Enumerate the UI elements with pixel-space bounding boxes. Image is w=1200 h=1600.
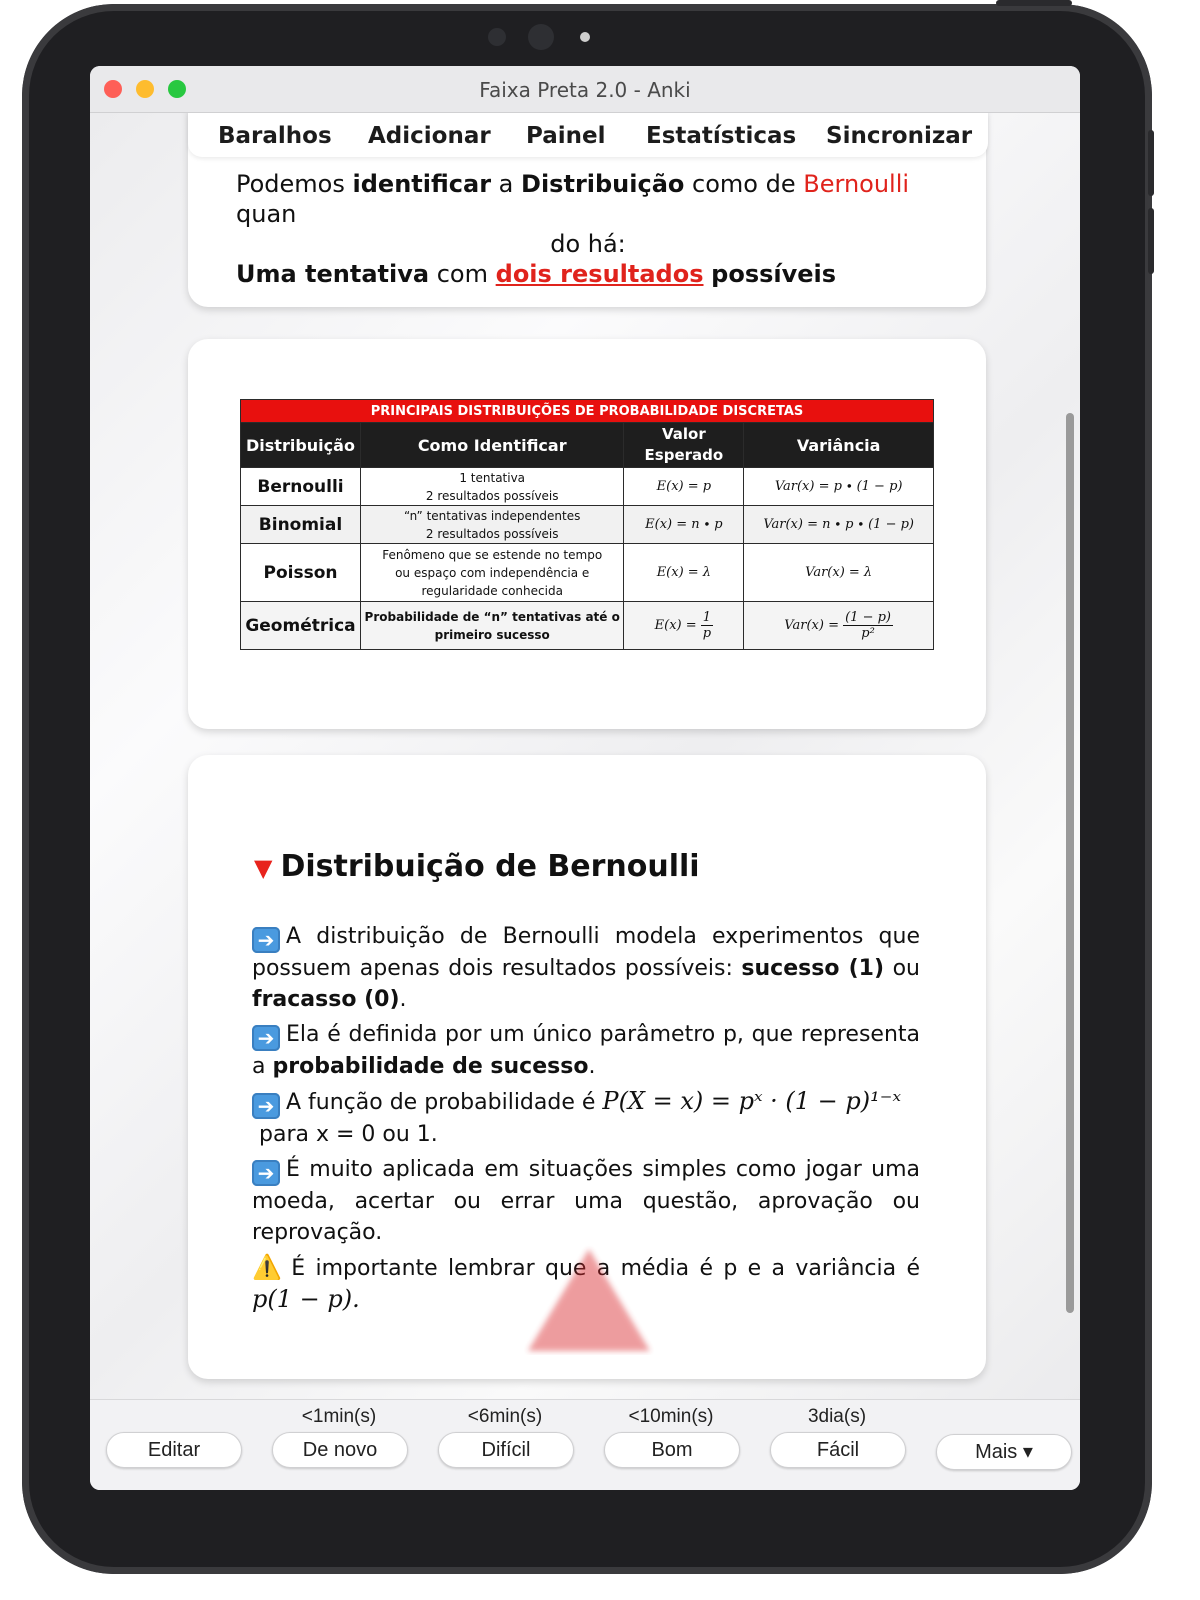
app-window [90,66,1080,1490]
bernoulli-highlight: Bernoulli [803,170,910,198]
bullet-1: ➔ A distribuição de Bernoulli modela experimentos que possuem apenas dois resultados possíveis: sucesso (1) ou fracasso (0). [252,924,920,1012]
table-row: Bernoulli 1 tentativa 2 resultados possíveis E(x) = p Var(x) = p ∙ (1 − p) [241,468,934,506]
header-variance: Variância [744,423,934,468]
camera-icon [528,24,554,50]
arrow-right-icon: ➔ [252,1160,280,1186]
table-row: Poisson Fenômeno que se estende no tempo ou espaço com independência e regularidade conhecida E(x) = λ Var(x) = λ [241,544,934,602]
arrow-right-icon: ➔ [252,1025,280,1051]
good-button[interactable]: Bom [604,1432,740,1468]
power-button [996,0,1072,6]
menu-decks[interactable]: Baralhos [218,123,332,149]
again-interval: <1min(s) [301,1406,377,1427]
table-row: Geométrica Probabilidade de “n” tentativas até o primeiro sucesso E(x) = $\frac{1}{p}$ Var(x) = $\frac{(1 - p)}{\text{p²}}$ [241,602,934,650]
window-title: Faixa Preta 2.0 - Anki [479,78,691,102]
hard-button[interactable]: Difícil [438,1432,574,1468]
distributions-table [240,399,934,650]
volume-up-button [1148,130,1154,196]
scrollbar[interactable] [1066,413,1074,1313]
easy-interval: 3dia(s) [807,1406,867,1427]
menu-statistics[interactable]: Estatísticas [646,123,797,149]
again-button[interactable]: De novo [272,1432,408,1468]
answer-card [188,755,986,1379]
menu-sync[interactable]: Sincronizar [826,123,973,149]
header-expected: Valor Esperado [624,423,744,468]
hard-interval: <6min(s) [467,1406,543,1427]
easy-button[interactable]: Fácil [770,1432,906,1468]
title-bar [90,66,1080,113]
bullet-5: ⚠️ É importante lembrar que a média é p e a variância é p(1 − p). [252,1253,920,1313]
header-distribution: Distribuição [241,423,361,468]
watermark-logo-icon [524,1243,654,1355]
answer-bar [90,1399,1080,1490]
question-text: Podemos identificar a Distribuição como de Bernoulli quan do há: Uma tentativa com dois resultados possíveis [236,170,910,288]
probability-formula: P(X = x) = pˣ · (1 − p)¹⁻ˣ [602,1087,901,1115]
table-card [188,339,986,729]
bullet-4: ➔ É muito aplicada em situações simples como jogar uma moeda, acertar ou errar uma questão, aprovação ou reprovação. [252,1157,920,1245]
more-button[interactable]: Mais ▾ [936,1434,1072,1470]
arrow-right-icon: ➔ [252,927,280,953]
card-content [90,113,1080,1399]
variance-formula: p(1 − p). [252,1285,360,1313]
sensor-icon [488,28,506,46]
triangle-down-icon: ▼ [254,854,273,882]
answer-heading: ▼ Distribuição de Bernoulli [254,849,700,884]
warning-icon: ⚠️ [252,1253,286,1281]
edit-button[interactable]: Editar [106,1432,242,1468]
bullet-3: ➔ A função de probabilidade é P(X = x) = pˣ · (1 − p)¹⁻ˣ para x = 0 ou 1. [252,1086,920,1150]
menu-dashboard[interactable]: Painel [526,123,606,149]
volume-down-button [1148,208,1154,274]
menu-add[interactable]: Adicionar [368,123,491,149]
table-row: Binomial “n” tentativas independentes 2 resultados possíveis E(x) = n ∙ p Var(x) = n ∙ p ∙ (1 − p) [241,506,934,544]
indicator-light-icon [580,32,590,42]
good-interval: <10min(s) [628,1406,714,1427]
main-menu [188,113,988,157]
header-identify: Como Identificar [360,423,623,468]
arrow-right-icon: ➔ [252,1093,280,1119]
table-caption: PRINCIPAIS DISTRIBUIÇÕES DE PROBABILIDADE DISCRETAS [241,400,934,423]
bullet-2: ➔ Ela é definida por um único parâmetro p, que representa a probabilidade de sucesso. [252,1022,920,1079]
two-outcomes-highlight: dois resultados [495,260,704,288]
